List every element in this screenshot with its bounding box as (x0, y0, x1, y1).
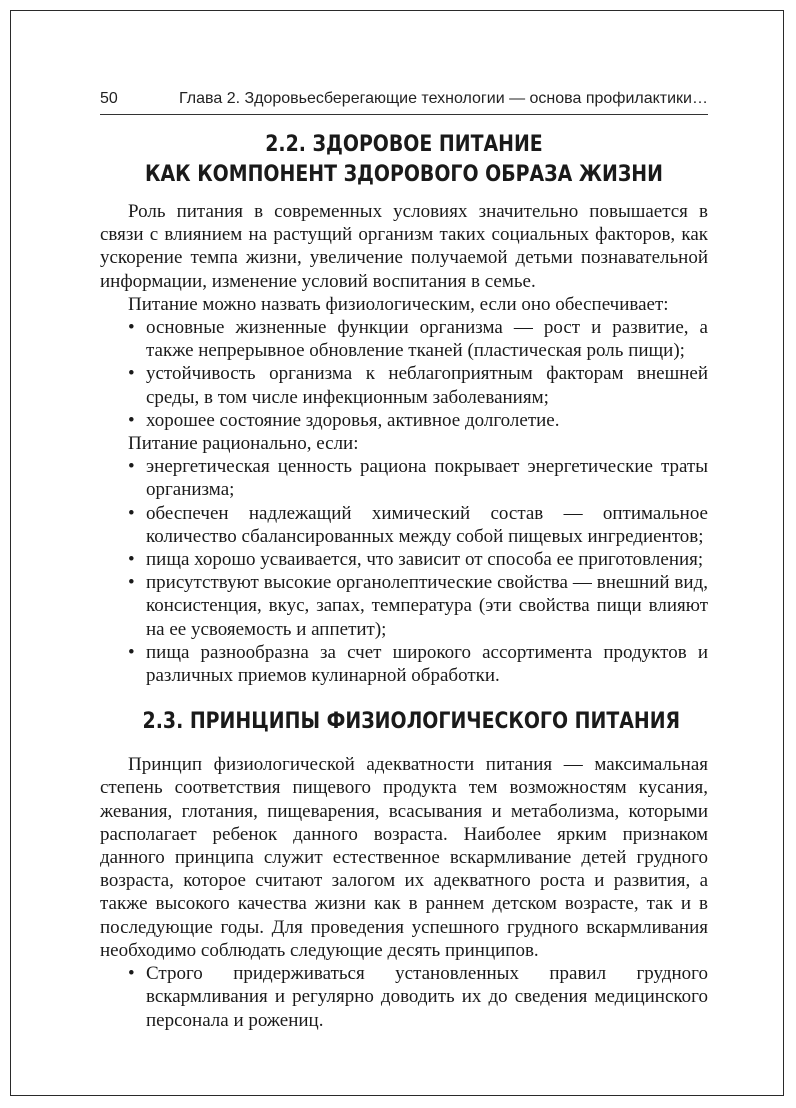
section-2-2-title-line2: КАК КОМПОНЕНТ ЗДОРОВОГО ОБРАЗА ЖИЗНИ (145, 162, 663, 187)
section-2-2-intro: Роль питания в современных условиях значительно повышается в связи с влиянием на растущий организм таких социальных факторов, как ускорение темпа жизни, увеличение получаемой детьми познавательной информации, изменение условий воспитания в семье. (100, 201, 708, 292)
list-item: • основные жизненные функции организма — рост и развитие, а также непрерывное обновление тканей (пластическая роль пищи); (128, 317, 708, 362)
bullet-icon: • (128, 572, 135, 594)
rational-list (100, 455, 708, 687)
bullet-icon: • (128, 456, 135, 478)
section-2-2-heading (143, 130, 666, 190)
list-item: • пища разнообразна за счет широкого ассортимента продуктов и различных приемов кулинарной обработки. (128, 641, 708, 687)
rational-lead: Питание рационально, если: (128, 433, 359, 455)
running-head (100, 90, 708, 108)
list-item: • пища хорошо усваивается, что зависит от способа ее приготовления; (128, 549, 704, 571)
list-item: • энергетическая ценность рациона покрывает энергетические траты организма; (128, 456, 708, 501)
list-item: • Строго придерживаться установленных правил грудного вскармливания и регулярно доводить их до сведения медицинского персонала и рожениц. (128, 963, 708, 1031)
section-2-3-heading: 2.3. ПРИНЦИПЫ ФИЗИОЛОГИЧЕСКОГО ПИТАНИЯ (142, 709, 681, 735)
section-2-2-title-line1: 2.2. ЗДОРОВОЕ ПИТАНИЕ (265, 132, 543, 157)
chapter-title: Глава 2. Здоровьесберегающие технологии — основа профилактики… (179, 90, 708, 107)
physio-lead: Питание можно назвать физиологическим, если оно обеспечивает: (128, 293, 669, 315)
physio-list (100, 316, 708, 432)
breastfeeding-principles-list (100, 962, 708, 1032)
list-item: • обеспечен надлежащий химический состав — оптимальное количество сбалансированных между собой пищевых ингредиентов; (128, 502, 708, 547)
page-number: 50 (100, 90, 118, 107)
list-item: • хорошее состояние здоровья, активное долголетие. (128, 409, 560, 431)
bullet-icon: • (128, 641, 135, 663)
bullet-icon: • (128, 963, 135, 985)
header-rule (100, 114, 708, 115)
bullet-icon: • (128, 317, 135, 339)
bullet-icon: • (128, 409, 135, 431)
bullet-icon: • (128, 363, 135, 385)
bullet-icon: • (128, 549, 135, 571)
list-item: • устойчивость организма к неблагоприятным факторам внешней среды, в том числе инфекционным заболеваниям; (128, 363, 708, 408)
section-2-3-paragraph: Принцип физиологической адекватности питания — максимальная степень соответствия пищевого продукта тем возможностям кусания, жевания, глотания, пищеварения, всасывания и метаболизма, которыми располагает ребенок данного возраста. Наиболее ярким признаком данного принципа служит естественное вскармливание детей грудного возраста, которое считают залогом их адекватного роста и развития, а также высокого качества жизни как в раннем детском возрасте, так и в последующие годы. Для проведения успешного грудного вскармливания необходимо соблюдать следующие десять принципов. (100, 754, 708, 961)
list-item: • присутствуют высокие органолептические свойства — внешний вид, консистенция, вкус, запах, температура (эти свойства пищи влияют на ее усвояемость и аппетит); (128, 572, 708, 640)
page-content (100, 130, 708, 1032)
bullet-icon: • (128, 502, 135, 524)
